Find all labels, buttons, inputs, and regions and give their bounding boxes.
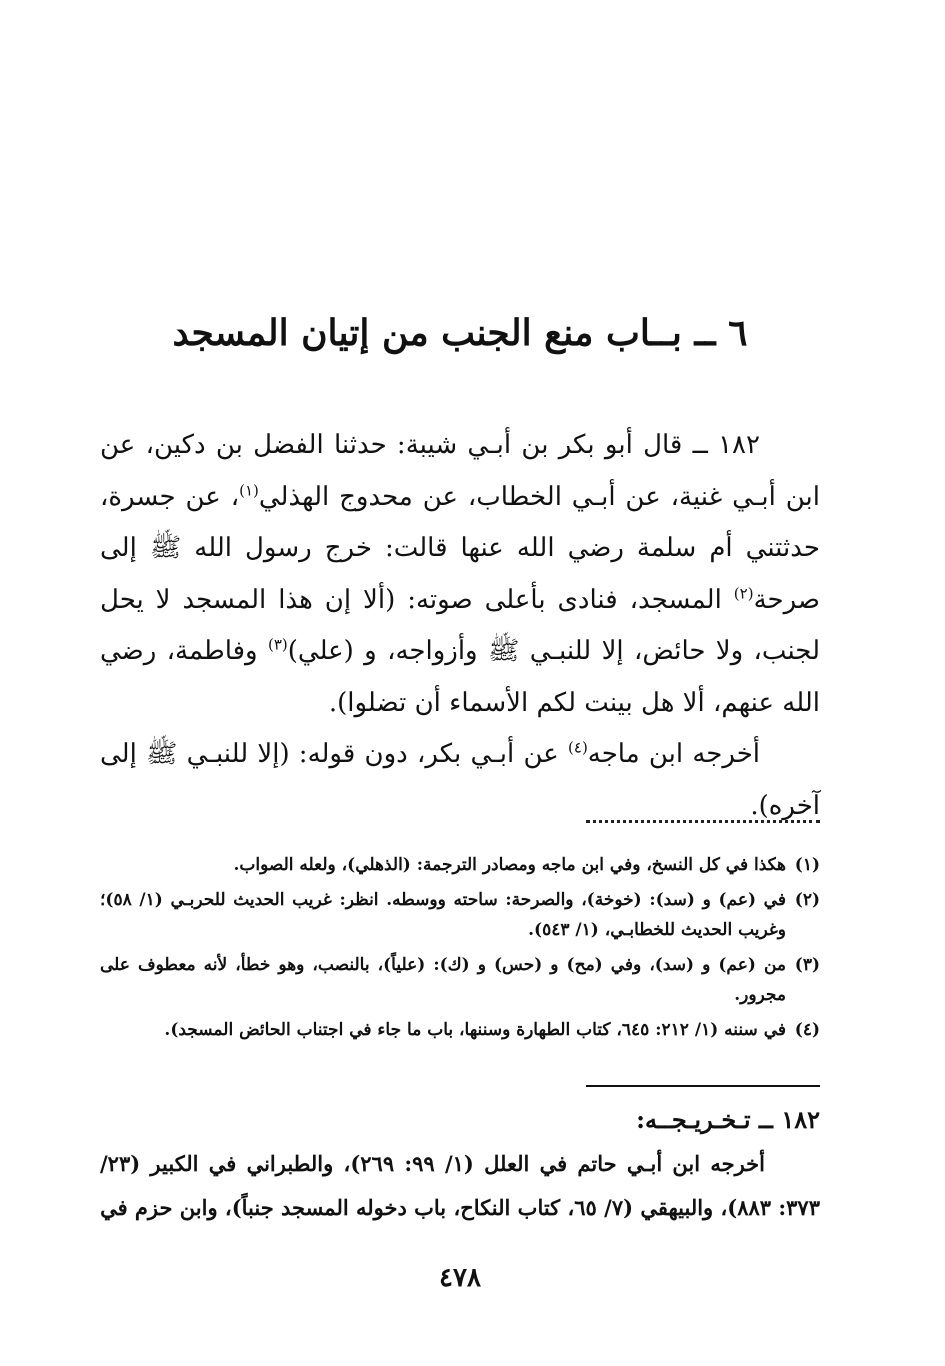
hadith-text-1: ١٨٢ ــ قال أبو بكر بن أبـي شيبة: حدثنا الفضل بن دكين، عن ابن أبـي غنية، عن أبـي الخطاب، عن محدوج الهذلي — [100, 430, 820, 512]
footnote-ref-4: (٤) — [568, 738, 588, 757]
chapter-title: ٦ ــ بــاب منع الجنب من إتيان المسجد — [172, 312, 748, 354]
hadith-text-2: ، عن جسرة، حدثتني أم سلمة رضي الله عنها قالت: خرج رسول الله ﷺ إلى صرحة — [100, 481, 820, 615]
footnote-text: في (عم) و (سد): (خوخة)، والصرحة: ساحته ووسطه. انظر: غريب الحديث للحربـي (١/ ٥٨)؛ وغريب الحديث للخطابـي، (١/ ٥٤٣). — [100, 890, 786, 940]
footnote-text: من (عم) و (سد)، وفي (مح) و (حس) و (ك): (علياً)، بالنصب، وهو خطأ، لأنه معطوف على مجرور. — [100, 955, 786, 1005]
footnote-number: (٤) — [794, 1020, 820, 1040]
takhrij-text: أخرجه ابن أبـي حاتم في العلل (١/ ٩٩: ٢٦٩)، والطبراني في الكبير (٢٣/ ٣٧٣: ٨٨٣)، والبيهقي (٧/ ٦٥، كتاب النكاح، باب دخوله المسجد جنباً)، وابن حزم في — [100, 1151, 820, 1220]
footnotes — [100, 850, 820, 1050]
footnote-item — [100, 850, 820, 880]
ibn-majah-text-1: أخرجه ابن ماجه — [587, 739, 761, 769]
takhrij-heading: ١٨٢ ــ تـخـريـجــه: — [636, 1105, 820, 1134]
hadith-paragraph — [100, 420, 820, 729]
footnote-separator — [586, 820, 820, 837]
footnote-item — [100, 1015, 820, 1045]
page-number: ٤٧٨ — [439, 1263, 481, 1293]
footnote-number: (٢) — [794, 890, 820, 910]
footnote-ref-3: (٣) — [267, 635, 288, 654]
ibn-majah-paragraph — [100, 729, 820, 832]
footnote-ref-2: (٢) — [733, 583, 754, 602]
takhrij-section — [100, 1098, 820, 1230]
footnote-item — [100, 950, 820, 1010]
ibn-majah-text-2: عن أبـي بكر، دون قوله: (إلا للنبـي ﷺ إلى آخره). — [100, 739, 820, 821]
footnote-text: هكذا في كل النسخ، وفي ابن ماجه ومصادر الترجمة: (الذهلي)، ولعله الصواب. — [233, 855, 786, 875]
footnote-number: (١) — [794, 855, 820, 875]
hadith-text-4: وفاطمة، رضي الله عنهم، ألا هل بينت لكم الأسماء أن تضلوا). — [100, 636, 820, 718]
hadith-body — [100, 420, 820, 832]
footnote-number: (٣) — [794, 955, 820, 975]
footnote-ref-1: (١) — [239, 480, 259, 499]
hadith-text-3: المسجد، فنادى بأعلى صوته: (ألا إن هذا المسجد لا يحل لجنب، ولا حائض، إلا للنبـي ﷺ وأزواجه، و (علي) — [100, 584, 820, 666]
footnote-text: في سننه (١/ ٢١٢: ٦٤٥، كتاب الطهارة وسننها، باب ما جاء في اجتناب الحائض المسجد). — [164, 1020, 786, 1040]
takhrij-separator — [586, 1085, 820, 1087]
footnote-item — [100, 885, 820, 945]
